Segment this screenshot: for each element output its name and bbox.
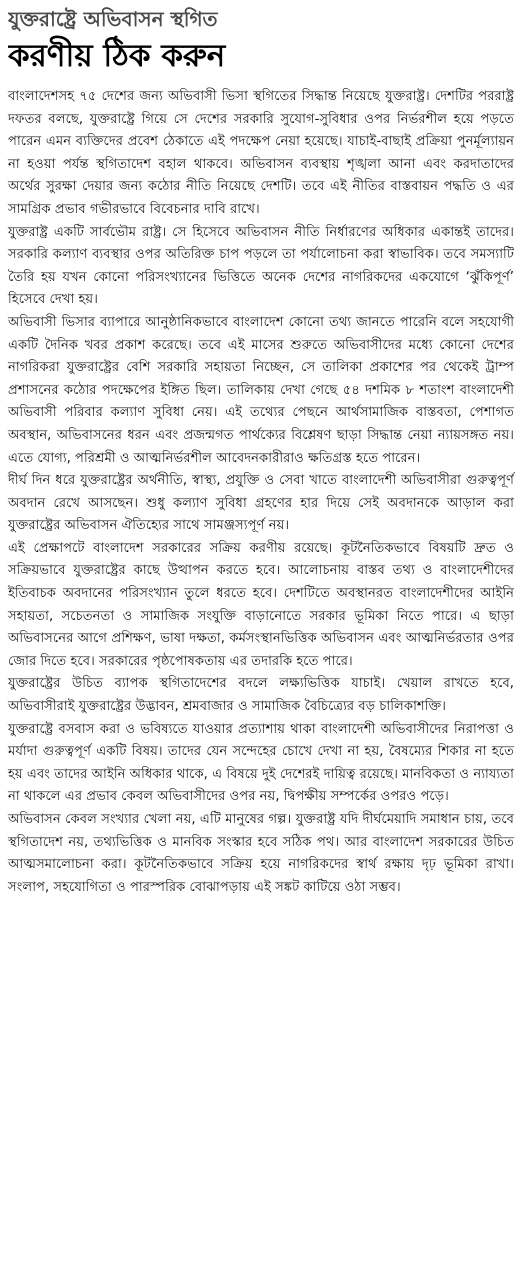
article-paragraph: যুক্তরাষ্ট্রে বসবাস করা ও ভবিষ্যতে যাওয়ার প্রত্যাশায় থাকা বাংলাদেশী অভিবাসীদের নিরাপত্তা ও মর্যাদা গুরুত্বপূর্ণ একটি বিষয়। তাদের যেন সন্দেহের চোখে দেখা না হয়, বৈষম্যের শিকার না হতে হয় এবং তাদের আইনি অধিকার থাকে, এ বিষয়ে দুই দেশেরই দায়িত্ব রয়েছে। মানবিকতা ও ন্যায্যতা না থাকলে এর প্রভাব কেবল অভিবাসীদের ওপর নয়, দ্বিপক্ষীয় সম্পর্কের ওপরও পড়ে। bbox=[8, 721, 514, 805]
article-paragraph: দীর্ঘ দিন ধরে যুক্তরাষ্ট্রের অর্থনীতি, স্বাস্থ্য, প্রযুক্তি ও সেবা খাতে বাংলাদেশী অভিবাসীরা গুরুত্বপূর্ণ অবদান রেখে আসছেন। শুধু কল্যাণ সুবিধা গ্রহণের হার দিয়ে সেই অবদানকে আড়াল করা যুক্তরাষ্ট্রের অভিবাসন ঐতিহ্যের সাথে সামঞ্জস্যপূর্ণ নয়। bbox=[8, 473, 514, 534]
article-paragraph: বাংলাদেশসহ ৭৫ দেশের জন্য অভিবাসী ভিসা স্থগিতের সিদ্ধান্ত নিয়েছে যুক্তরাষ্ট্র। দেশটির পররাষ্ট্র দফতর বলছে, যুক্তরাষ্ট্রে গিয়ে সে দেশের সরকারি সুযোগ-সুবিধার ওপর নির্ভরশীল হয়ে পড়তে পারেন এমন ব্যক্তিদের প্রবেশ ঠেকাতে এই পদক্ষেপ নেয়া হয়েছে। যাচাই-বাছাই প্রক্রিয়া পুনর্মূল্যায়ন না হওয়া পর্যন্ত স্থগিতাদেশ বহাল থাকবে। অভিবাসন ব্যবস্থায় শৃঙ্খলা আনা এবং করদাতাদের অর্থের সুরক্ষা দেয়ার জন্য কঠোর নীতি নিয়েছে দেশটি। তবে এই নীতির বাস্তবায়ন পদ্ধতি ও এর সামগ্রিক প্রভাব গভীরভাবে বিবেচনার দাবি রাখে। bbox=[8, 89, 514, 217]
article-paragraph: অভিবাসন কেবল সংখ্যার খেলা নয়, এটি মানুষের গল্প। যুক্তরাষ্ট্র যদি দীর্ঘমেয়াদি সমাধান চায়, তবে স্থগিতাদেশ নয়, তথ্যভিত্তিক ও মানবিক সংস্কার হবে সঠিক পথ। আর বাংলাদেশ সরকারের উচিত আত্মসমালোচনা করা। কূটনৈতিকভাবে সক্রিয় হয়ে নাগরিকদের স্বার্থ রক্ষায় দৃঢ় ভূমিকা রাখা। সংলাপ, সহযোগিতা ও পারস্পরিক বোঝাপড়ায় এই সঙ্কট কাটিয়ে ওঠা সম্ভব। bbox=[8, 812, 514, 895]
article-kicker: যুক্তরাষ্ট্রে অভিবাসন স্থগিত bbox=[8, 7, 218, 31]
article-headline: করণীয় ঠিক করুন bbox=[8, 38, 226, 74]
article-paragraph: এই প্রেক্ষাপটে বাংলাদেশ সরকারের সক্রিয় করণীয় রয়েছে। কূটনৈতিকভাবে বিষয়টি দ্রুত ও সক্রিয়ভাবে যুক্তরাষ্ট্রের কাছে উত্থাপন করতে হবে। আলোচনায় বাস্তব তথ্য ও বাংলাদেশীদের ইতিবাচক অবদানের পরিসংখ্যান তুলে ধরতে হবে। দেশটিতে অবস্থানরত বাংলাদেশীদের আইনি সহায়তা, সচেতনতা ও সামাজিক সংযুক্তি বাড়ানোতে সরকার ভূমিকা নিতে পারে। এ ছাড়া অভিবাসনের আগে প্রশিক্ষণ, ভাষা দক্ষতা, কর্মসংস্থানভিত্তিক অভিবাসন এবং আত্মনির্ভরতার ওপর জোর দিতে হবে। সরকারের পৃষ্ঠপোষকতায় এর তদারকি হতে পারে। bbox=[8, 540, 514, 669]
article-paragraph: অভিবাসী ভিসার ব্যাপারে আনুষ্ঠানিকভাবে বাংলাদেশ কোনো তথ্য জানতে পারেনি বলে সহযোগী একটি দৈনিক খবর প্রকাশ করেছে। তবে এই মাসের শুরুতে অভিবাসীদের মধ্যে কোনো দেশের নাগরিকরা যুক্তরাষ্ট্রের বেশি সরকারি সহায়তা নিচ্ছেন, সে তালিকা প্রকাশের পর থেকেই ট্রাম্প প্রশাসনের কঠোর পদক্ষেপের ইঙ্গিত ছিল। তালিকায় দেখা গেছে ৫৪ দশমিক ৮ শতাংশ বাংলাদেশী অভিবাসী পরিবার কল্যাণ সুবিধা নেয়। এই তথ্যের পেছনে আর্থসামাজিক বাস্তবতা, পেশাগত অবস্থান, অভিবাসনের ধরন এবং প্রজন্মগত পার্থক্যের বিশ্লেষণ ছাড়া সিদ্ধান্ত নেয়া ন্যায়সঙ্গত নয়। এতে যোগ্য, পরিশ্রমী ও আত্মনির্ভরশীল আবেদনকারীরাও ক্ষতিগ্রস্ত হতে পারেন। bbox=[8, 314, 514, 466]
article-paragraph: যুক্তরাষ্ট্র একটি সার্বভৌম রাষ্ট্র। সে হিসেবে অভিবাসন নীতি নির্ধারণের অধিকার একান্তই তাদের। সরকারি কল্যাণ ব্যবস্থার ওপর অতিরিক্ত চাপ পড়লে তা পর্যালোচনা করা স্বাভাবিক। তবে সমস্যাটি তৈরি হয় যখন কোনো পরিসংখ্যানের ভিত্তিতে অনেক দেশের নাগরিকদের একযোগে ‘ঝুঁকিপূর্ণ’ হিসেবে দেখা হয়। bbox=[8, 224, 514, 308]
article-paragraph: যুক্তরাষ্ট্রের উচিত ব্যাপক স্থগিতাদেশের বদলে লক্ষ্যভিত্তিক যাচাই। খেয়াল রাখতে হবে, অভিবাসীরাই যুক্তরাষ্ট্রের উদ্ভাবন, শ্রমবাজার ও সামাজিক বৈচিত্র্যের বড় চালিকাশক্তি। bbox=[8, 676, 514, 715]
article-body bbox=[8, 86, 514, 899]
